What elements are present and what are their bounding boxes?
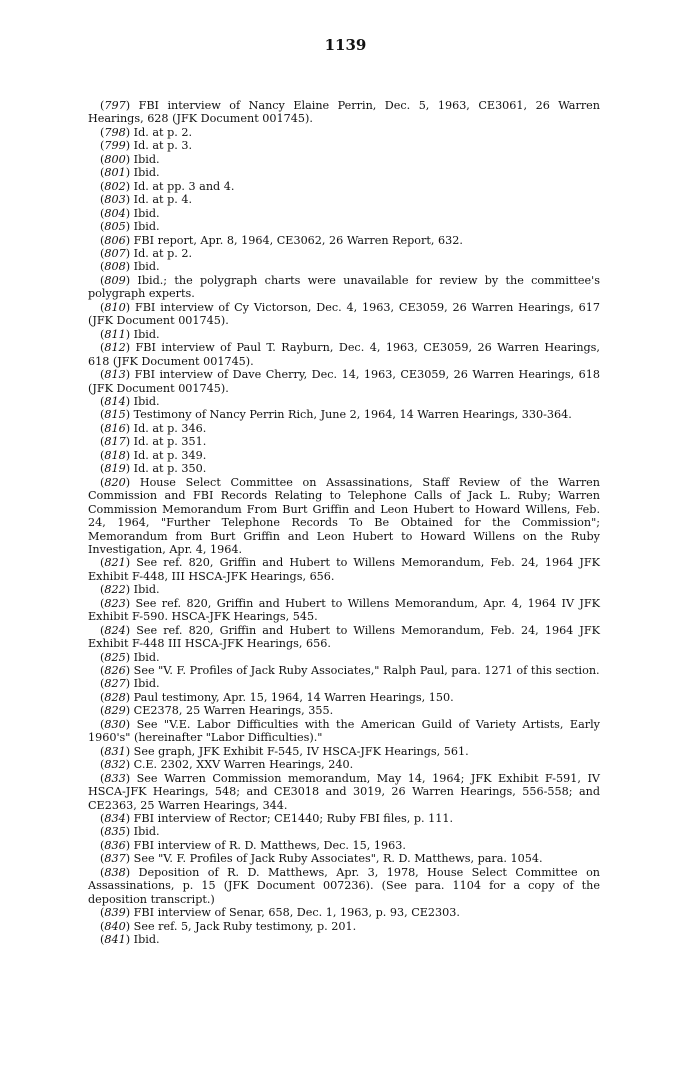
footnote-number: 800	[104, 152, 126, 166]
footnote-number: 799	[104, 139, 126, 153]
footnote: (811) Ibid.	[100, 327, 160, 341]
footnote-text: See "V. F. Profiles of Jack Ruby Associates", R. D. Matthews, para. 1054.	[133, 852, 543, 866]
footnote-number: 808	[104, 260, 126, 274]
footnote-number: 807	[104, 246, 126, 260]
footnote-text: See graph, JFK Exhibit F-545, IV HSCA-JFK Hearings, 561.	[133, 744, 469, 758]
footnote: (826) See "V. F. Profiles of Jack Ruby Associates," Ralph Paul, para. 1271 of this section.	[100, 664, 600, 678]
footnote-number: 819	[104, 462, 126, 476]
footnote-text: See Warren Commission memorandum, May 14, 1964; JFK Exhibit F-591, IV HSCA-JFK Hearings, 548; and CE3018 and 3019, 26 Warren Hearings, 556-558; and CE2363, 25 Warren Hearings, 344.	[88, 771, 600, 812]
footnote-number: 802	[104, 179, 126, 193]
footnote: (798) Id. at p. 2.	[100, 125, 193, 139]
footnote-text: Ibid.	[133, 677, 160, 691]
footnote-number: 814	[104, 394, 126, 408]
footnote: (801) Ibid.	[100, 166, 160, 180]
footnote-number: 801	[104, 166, 126, 180]
footnote-number: 805	[104, 220, 126, 234]
footnote-text: FBI report, Apr. 8, 1964, CE3062, 26 Warren Report, 632.	[133, 233, 463, 247]
footnote-number: 798	[104, 125, 126, 139]
footnote: (806) FBI report, Apr. 8, 1964, CE3062, 26 Warren Report, 632.	[100, 233, 463, 247]
footnote-text: See ref. 820, Griffin and Hubert to Willens Memorandum, Apr. 4, 1964 IV JFK Exhibit F-590. HSCA-JFK Hearings, 545.	[88, 596, 601, 624]
footnote: (813) FBI interview of Dave Cherry, Dec. 14, 1963, CE3059, 26 Warren Hearings, 618 (JFK Document 001745).	[88, 368, 601, 395]
footnote-text: Ibid.	[133, 220, 160, 234]
footnote: (810) FBI interview of Cy Victorson, Dec. 4, 1963, CE3059, 26 Warren Hearings, 617 (JFK Document 001745).	[88, 300, 601, 328]
footnote-number: 817	[104, 435, 126, 449]
footnote-number: 831	[104, 744, 126, 758]
footnote-text: CE2378, 25 Warren Hearings, 355.	[133, 704, 334, 718]
footnote-text: Ibid.	[133, 583, 160, 597]
footnote: (812) FBI interview of Paul T. Rayburn, Dec. 4, 1963, CE3059, 26 Warren Hearings, 618 (JFK Document 001745).	[88, 341, 600, 368]
footnote-number: 823	[104, 596, 126, 610]
footnote-text: Ibid.	[133, 327, 160, 341]
footnote: (840) See ref. 5, Jack Ruby testimony, p. 201.	[100, 919, 357, 933]
footnote: (827) Ibid.	[100, 677, 160, 691]
footnote: (832) C.E. 2302, XXV Warren Hearings, 240.	[100, 758, 354, 772]
footnote: (814) Ibid.	[100, 394, 160, 408]
footnote-number: 839	[104, 906, 126, 920]
footnote-text: FBI interview of Cy Victorson, Dec. 4, 1963, CE3059, 26 Warren Hearings, 617 (JFK Document 001745).	[88, 300, 601, 328]
footnote-number: 804	[104, 206, 126, 220]
footnote-text: Ibid.	[133, 825, 160, 839]
footnote: (833) See Warren Commission memorandum, May 14, 1964; JFK Exhibit F-591, IV HSCA-JFK Hearings, 548; and CE3018 and 3019, 26 Warren Hearings, 556-558; and CE2363, 25 Warren Hearings, 344.	[88, 771, 600, 812]
footnote: (803) Id. at p. 4.	[100, 193, 193, 207]
footnote-text: Ibid.	[133, 166, 160, 180]
footnote: (819) Id. at p. 350.	[100, 462, 207, 476]
footnote-text: Ibid.	[133, 152, 160, 166]
footnote: (837) See "V. F. Profiles of Jack Ruby Associates", R. D. Matthews, para. 1054.	[100, 852, 543, 866]
footnote: (824) See ref. 820, Griffin and Hubert to Willens Memorandum, Feb. 24, 1964 JFK Exhibit F-448 III HSCA-JFK Hearings, 656.	[88, 623, 601, 651]
footnote-text: See ref. 820, Griffin and Hubert to Willens Memorandum, Feb. 24, 1964 JFK Exhibit F-448 III HSCA-JFK Hearings, 656.	[88, 623, 601, 651]
footnote-number: 824	[104, 623, 126, 637]
footnote: (839) FBI interview of Senar, 658, Dec. 1, 1963, p. 93, CE2303.	[100, 906, 460, 920]
footnote: (838) Deposition of R. D. Matthews, Apr. 3, 1978, House Select Committee on Assassinations, p. 15 (JFK Document 007236). (See para. 1104 for a copy of the deposition transcript.)	[88, 865, 601, 906]
footnote: (834) FBI interview of Rector; CE1440; Ruby FBI files, p. 111.	[100, 812, 454, 826]
footnote-text: FBI interview of Paul T. Rayburn, Dec. 4, 1963, CE3059, 26 Warren Hearings, 618 (JFK Document 001745).	[88, 341, 600, 368]
footnote-number: 803	[104, 193, 126, 207]
footnote: (817) Id. at p. 351.	[100, 435, 207, 449]
footnote: (821) See ref. 820, Griffin and Hubert to Willens Memorandum, Feb. 24, 1964 JFK Exhibit F-448, III HSCA-JFK Hearings, 656.	[88, 556, 601, 583]
footnote-text: Ibid.	[133, 650, 160, 664]
footnote-text: FBI interview of Rector; CE1440; Ruby FBI files, p. 111.	[133, 812, 454, 826]
footnote-number: 828	[104, 690, 126, 704]
footnote-number: 797	[104, 99, 126, 112]
footnote-number: 836	[104, 838, 126, 852]
footnote-number: 821	[104, 556, 126, 570]
footnote-number: 816	[104, 421, 126, 435]
page-number: 1139	[324, 36, 367, 54]
footnote-text: See "V. F. Profiles of Jack Ruby Associates," Ralph Paul, para. 1271 of this section.	[133, 664, 600, 678]
footnote: (797) FBI interview of Nancy Elaine Perrin, Dec. 5, 1963, CE3061, 26 Warren Hearings, 628 (JFK Document 001745).	[88, 99, 600, 126]
footnote-text: See ref. 820, Griffin and Hubert to Willens Memorandum, Feb. 24, 1964 JFK Exhibit F-448, III HSCA-JFK Hearings, 656.	[88, 556, 601, 583]
footnote: (802) Id. at pp. 3 and 4.	[100, 179, 235, 193]
footnote: (825) Ibid.	[100, 650, 160, 664]
footnote-number: 832	[104, 758, 126, 772]
footnote-number: 812	[104, 341, 126, 355]
footnote-number: 820	[104, 475, 126, 489]
footnote-text: See "V.E. Labor Difficulties with the American Guild of Variety Artists, Early 1960's" (hereinafter "Labor Difficulties)."	[88, 717, 601, 745]
footnote: (835) Ibid.	[100, 825, 160, 839]
footnote-text: FBI interview of Dave Cherry, Dec. 14, 1963, CE3059, 26 Warren Hearings, 618 (JFK Document 001745).	[88, 368, 601, 395]
footnote-number: 833	[104, 771, 126, 785]
footnote: (830) See "V.E. Labor Difficulties with the American Guild of Variety Artists, Early 1960's" (hereinafter "Labor Difficulties)."	[88, 717, 601, 745]
footnote: (815) Testimony of Nancy Perrin Rich, June 2, 1964, 14 Warren Hearings, 330-364.	[100, 408, 572, 422]
footnote: (828) Paul testimony, Apr. 15, 1964, 14 Warren Hearings, 150.	[100, 690, 454, 704]
footnote-number: 818	[104, 448, 126, 462]
footnote: (804) Ibid.	[100, 206, 160, 220]
footnote: (805) Ibid.	[100, 220, 160, 234]
footnote-text: FBI interview of Senar, 658, Dec. 1, 1963, p. 93, CE2303.	[133, 906, 460, 920]
footnote-number: 809	[104, 273, 126, 287]
footnote-number: 815	[104, 408, 126, 422]
footnote-number: 826	[104, 664, 126, 678]
footnote: (820) House Select Committee on Assassinations, Staff Review of the Warren Commission and FBI Records Relating to Telephone Calls of Jack L. Ruby; Warren Commission Memorandum From Burt Griffin and Leon Hubert to Howard Willens, Feb. 24, 1964, "Further Telephone Records To Be Obtained for the Commission"; Memorandum from Burt Griffin and Leon Hubert to Howard Willens on the Ruby Investigation, Apr. 4, 1964.	[88, 475, 601, 556]
footnote-text: Ibid.	[133, 394, 160, 408]
footnote-number: 822	[104, 583, 126, 597]
footnote-text: Id. at pp. 3 and 4.	[133, 179, 235, 193]
footnote-number: 840	[104, 919, 126, 933]
footnote-number: 810	[104, 300, 126, 314]
footnote-number: 838	[104, 865, 126, 879]
footnote: (808) Ibid.	[100, 260, 160, 274]
footnote-number: 827	[104, 677, 126, 691]
footnote-number: 829	[104, 704, 126, 718]
footnote: (841) Ibid.	[100, 933, 160, 947]
footnote-text: House Select Committee on Assassinations, Staff Review of the Warren Commission and FBI Records Relating to Telephone Calls of Jack L. Ruby; Warren Commission Memorandum From Burt Griffin and Leon Hubert to Howard Willens, Feb. 24, 1964, "Further Telephone Records To Be Obtained for the Commission"; Memorandum from Burt Griffin and Leon Hubert to Howard Willens on the Ruby Investigation, Apr. 4, 1964.	[88, 475, 601, 556]
footnote-text: Deposition of R. D. Matthews, Apr. 3, 1978, House Select Committee on Assassinations, p. 15 (JFK Document 007236). (See para. 1104 for a copy of the deposition transcript.)	[88, 865, 601, 906]
footnote-text: Testimony of Nancy Perrin Rich, June 2, 1964, 14 Warren Hearings, 330-364.	[133, 408, 572, 422]
footnote-text: Id. at p. 3.	[133, 139, 193, 153]
footnote-number: 841	[104, 933, 126, 947]
footnote-text: FBI interview of R. D. Matthews, Dec. 15, 1963.	[133, 838, 406, 852]
footnote: (816) Id. at p. 346.	[100, 421, 207, 435]
footnote-number: 830	[104, 717, 126, 731]
footnote-text: C.E. 2302, XXV Warren Hearings, 240.	[133, 758, 354, 772]
footnote-number: 806	[104, 233, 126, 247]
footnote-text: Ibid.	[133, 933, 160, 947]
footnote-text: Id. at p. 2.	[133, 125, 193, 139]
footnote: (829) CE2378, 25 Warren Hearings, 355.	[100, 704, 334, 718]
footnote-text: Paul testimony, Apr. 15, 1964, 14 Warren Hearings, 150.	[133, 690, 454, 704]
footnote-text: See ref. 5, Jack Ruby testimony, p. 201.	[133, 919, 357, 933]
footnote: (807) Id. at p. 2.	[100, 246, 193, 260]
footnote-number: 825	[104, 650, 126, 664]
footnote-text: Id. at p. 350.	[133, 462, 207, 476]
footnote-text: Ibid.; the polygraph charts were unavailable for review by the committee's polygraph experts.	[88, 273, 600, 301]
footnote: (809) Ibid.; the polygraph charts were unavailable for review by the committee's polygraph experts.	[88, 273, 600, 301]
footnote: (800) Ibid.	[100, 152, 160, 166]
footnote: (818) Id. at p. 349.	[100, 448, 207, 462]
footnote-number: 811	[104, 327, 126, 341]
footnote-text: Id. at p. 346.	[133, 421, 207, 435]
footnote: (836) FBI interview of R. D. Matthews, Dec. 15, 1963.	[100, 838, 406, 852]
footnote-number: 813	[104, 368, 126, 382]
footnote-text: Id. at p. 2.	[133, 246, 193, 260]
footnote-text: Id. at p. 349.	[133, 448, 207, 462]
footnote: (799) Id. at p. 3.	[100, 139, 193, 153]
footnote-text: Ibid.	[133, 260, 160, 274]
footnote-text: Id. at p. 4.	[133, 193, 193, 207]
footnote-text: Ibid.	[133, 206, 160, 220]
footnote-number: 834	[104, 812, 126, 826]
footnote: (831) See graph, JFK Exhibit F-545, IV HSCA-JFK Hearings, 561.	[100, 744, 469, 758]
footnotes-list	[88, 99, 600, 947]
footnote: (823) See ref. 820, Griffin and Hubert to Willens Memorandum, Apr. 4, 1964 IV JFK Exhibit F-590. HSCA-JFK Hearings, 545.	[88, 596, 601, 624]
footnote-text: Id. at p. 351.	[133, 435, 207, 449]
footnote-number: 835	[104, 825, 126, 839]
footnote: (822) Ibid.	[100, 583, 160, 597]
footnote-number: 837	[104, 852, 126, 866]
footnote-text: FBI interview of Nancy Elaine Perrin, Dec. 5, 1963, CE3061, 26 Warren Hearings, 628 (JFK Document 001745).	[88, 99, 600, 126]
